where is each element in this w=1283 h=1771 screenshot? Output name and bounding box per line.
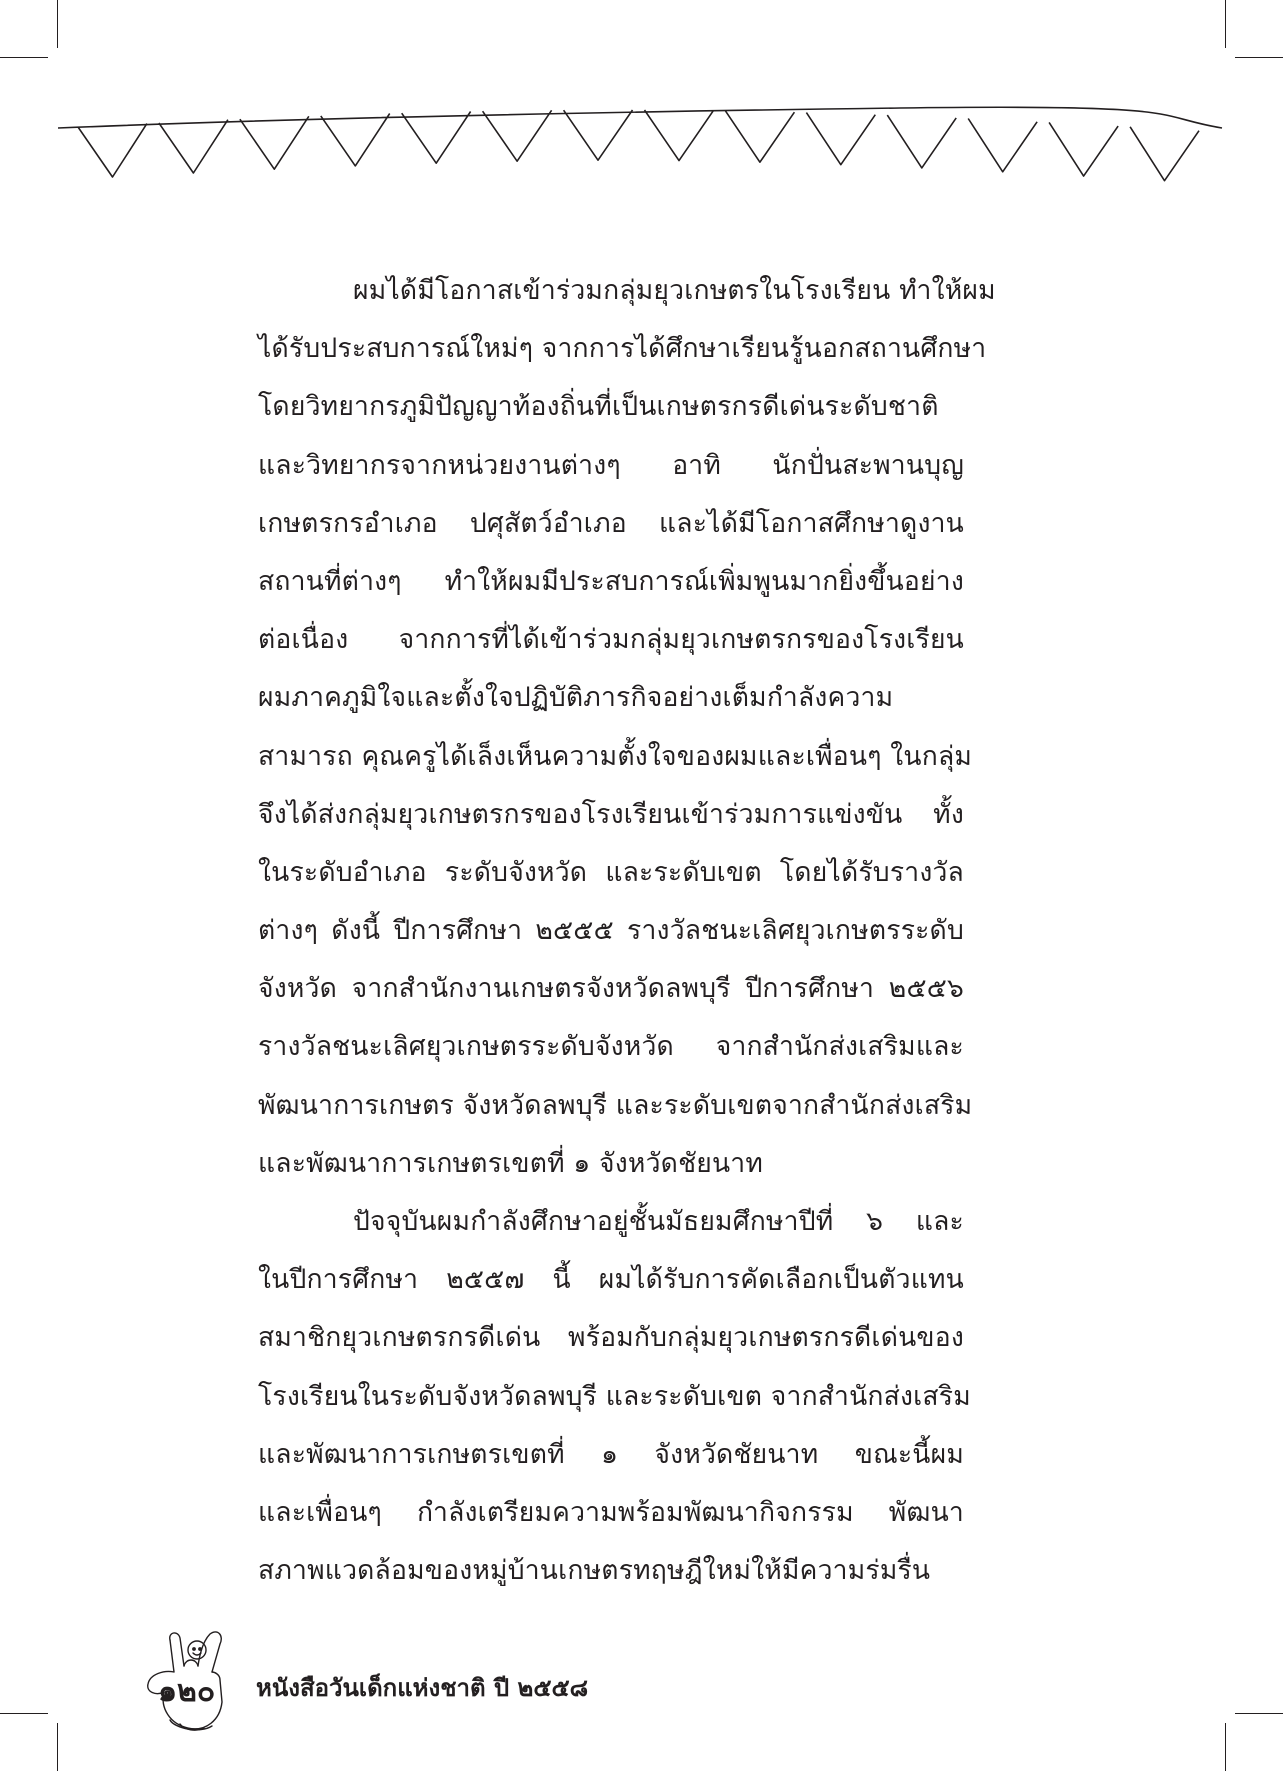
bunting-flag: [159, 120, 228, 173]
bunting-flag: [725, 111, 794, 162]
crop-mark-bottom-right-h: [1235, 1713, 1283, 1714]
bunting-flag: [645, 110, 714, 161]
text-line: เกษตรกรอำเภอ ปศุสัตว์อำเภอ และได้มีโอกาสศึกษาดูงาน: [258, 507, 964, 539]
bunting-flag: [321, 114, 390, 166]
text-line: ต่อเนื่อง จากการที่ได้เข้าร่วมกลุ่มยุวเกษตรกรของโรงเรียน: [258, 624, 964, 656]
bunting-flag: [968, 119, 1037, 172]
bunting-decoration: [0, 0, 1283, 200]
text-line: ต่างๆ ดังนี้ ปีการศึกษา ๒๕๕๕ รางวัลชนะเลิศยุวเกษตรระดับ: [258, 915, 964, 947]
text-line: สามารถ คุณครูได้เล็งเห็นความตั้งใจของผมและเพื่อนๆ ในกลุ่ม: [258, 740, 973, 772]
text-line: จึงได้ส่งกลุ่มยุวเกษตรกรของโรงเรียนเข้าร่วมการแข่งขัน ทั้ง: [258, 798, 964, 830]
paragraph-1: [258, 262, 996, 1193]
text-line: สมาชิกยุวเกษตรกรดีเด่น พร้อมกับกลุ่มยุวเกษตรกรดีเด่นของ: [258, 1322, 964, 1354]
bunting-flag: [887, 115, 956, 168]
bunting-flag: [78, 124, 147, 177]
text-line: จังหวัด จากสำนักงานเกษตรจังหวัดลพบุรี ปีการศึกษา ๒๕๕๖: [258, 973, 964, 1005]
text-line: รางวัลชนะเลิศยุวเกษตรระดับจังหวัด จากสำนักส่งเสริมและ: [258, 1031, 964, 1063]
book-title: หนังสือวันเด็กแห่งชาติ ปี ๒๕๕๘: [256, 1674, 589, 1702]
crop-mark-bottom-left-v: [57, 1723, 58, 1771]
bunting-flag: [1049, 122, 1118, 176]
text-line: พัฒนาการเกษตร จังหวัดลพบุรี และระดับเขตจากสำนักส่งเสริม: [258, 1089, 973, 1121]
text-line: ผมได้มีโอกาสเข้าร่วมกลุ่มยุวเกษตรในโรงเรียน ทำให้ผม: [353, 275, 996, 306]
text-line: สถานที่ต่างๆ ทำให้ผมมีประสบการณ์เพิ่มพูนมากยิ่งขึ้นอย่าง: [258, 565, 964, 597]
crop-mark-bottom-left-h: [0, 1713, 48, 1714]
text-line: และพัฒนาการเกษตรเขตที่ ๑ จังหวัดชัยนาท: [258, 1147, 764, 1179]
text-line: ปัจจุบันผมกำลังศึกษาอยู่ชั้นมัธยมศึกษาปีที่ ๖ และ: [353, 1206, 964, 1237]
bunting-flag: [564, 110, 633, 160]
text-line: โดยวิทยากรภูมิปัญญาท้องถิ่นที่เป็นเกษตรกรดีเด่นระดับชาติ: [258, 391, 939, 423]
bunting-string: [58, 107, 1222, 128]
bunting-flag: [240, 116, 309, 169]
text-line: สภาพแวดล้อมของหมู่บ้านเกษตรทฤษฎีใหม่ให้มีความร่มรื่น: [258, 1555, 931, 1587]
bunting-flag: [806, 113, 875, 165]
body-text: [258, 262, 996, 1600]
text-line: โรงเรียนในระดับจังหวัดลพบุรี และระดับเขต จากสำนักส่งเสริม: [258, 1380, 971, 1412]
text-line: และวิทยากรจากหน่วยงานต่างๆ อาทิ นักปั่นสะพานบุญ: [258, 449, 964, 481]
bunting-flag: [1130, 127, 1199, 181]
page-footer: [140, 1628, 740, 1738]
crop-mark-bottom-right-v: [1225, 1723, 1226, 1771]
text-line: ได้รับประสบการณ์ใหม่ๆ จากการได้ศึกษาเรียนรู้นอกสถานศึกษา: [258, 333, 987, 365]
text-line: และเพื่อนๆ กำลังเตรียมความพร้อมพัฒนากิจกรรม พัฒนา: [258, 1496, 964, 1528]
text-line: ในปีการศึกษา ๒๕๕๗ นี้ ผมได้รับการคัดเลือกเป็นตัวแทน: [258, 1264, 964, 1296]
bunting-flag: [402, 112, 471, 164]
text-line: ผมภาคภูมิใจและตั้งใจปฏิบัติภารกิจอย่างเต็มกำลังความ: [258, 682, 894, 714]
paragraph-2: [258, 1193, 971, 1600]
page-number: ๑๒๐: [158, 1674, 216, 1709]
text-line: ในระดับอำเภอ ระดับจังหวัด และระดับเขต โดยได้รับรางวัล: [258, 856, 964, 888]
bunting-flag: [483, 110, 552, 161]
text-line: และพัฒนาการเกษตรเขตที่ ๑ จังหวัดชัยนาท ขณะนี้ผม: [258, 1438, 964, 1470]
